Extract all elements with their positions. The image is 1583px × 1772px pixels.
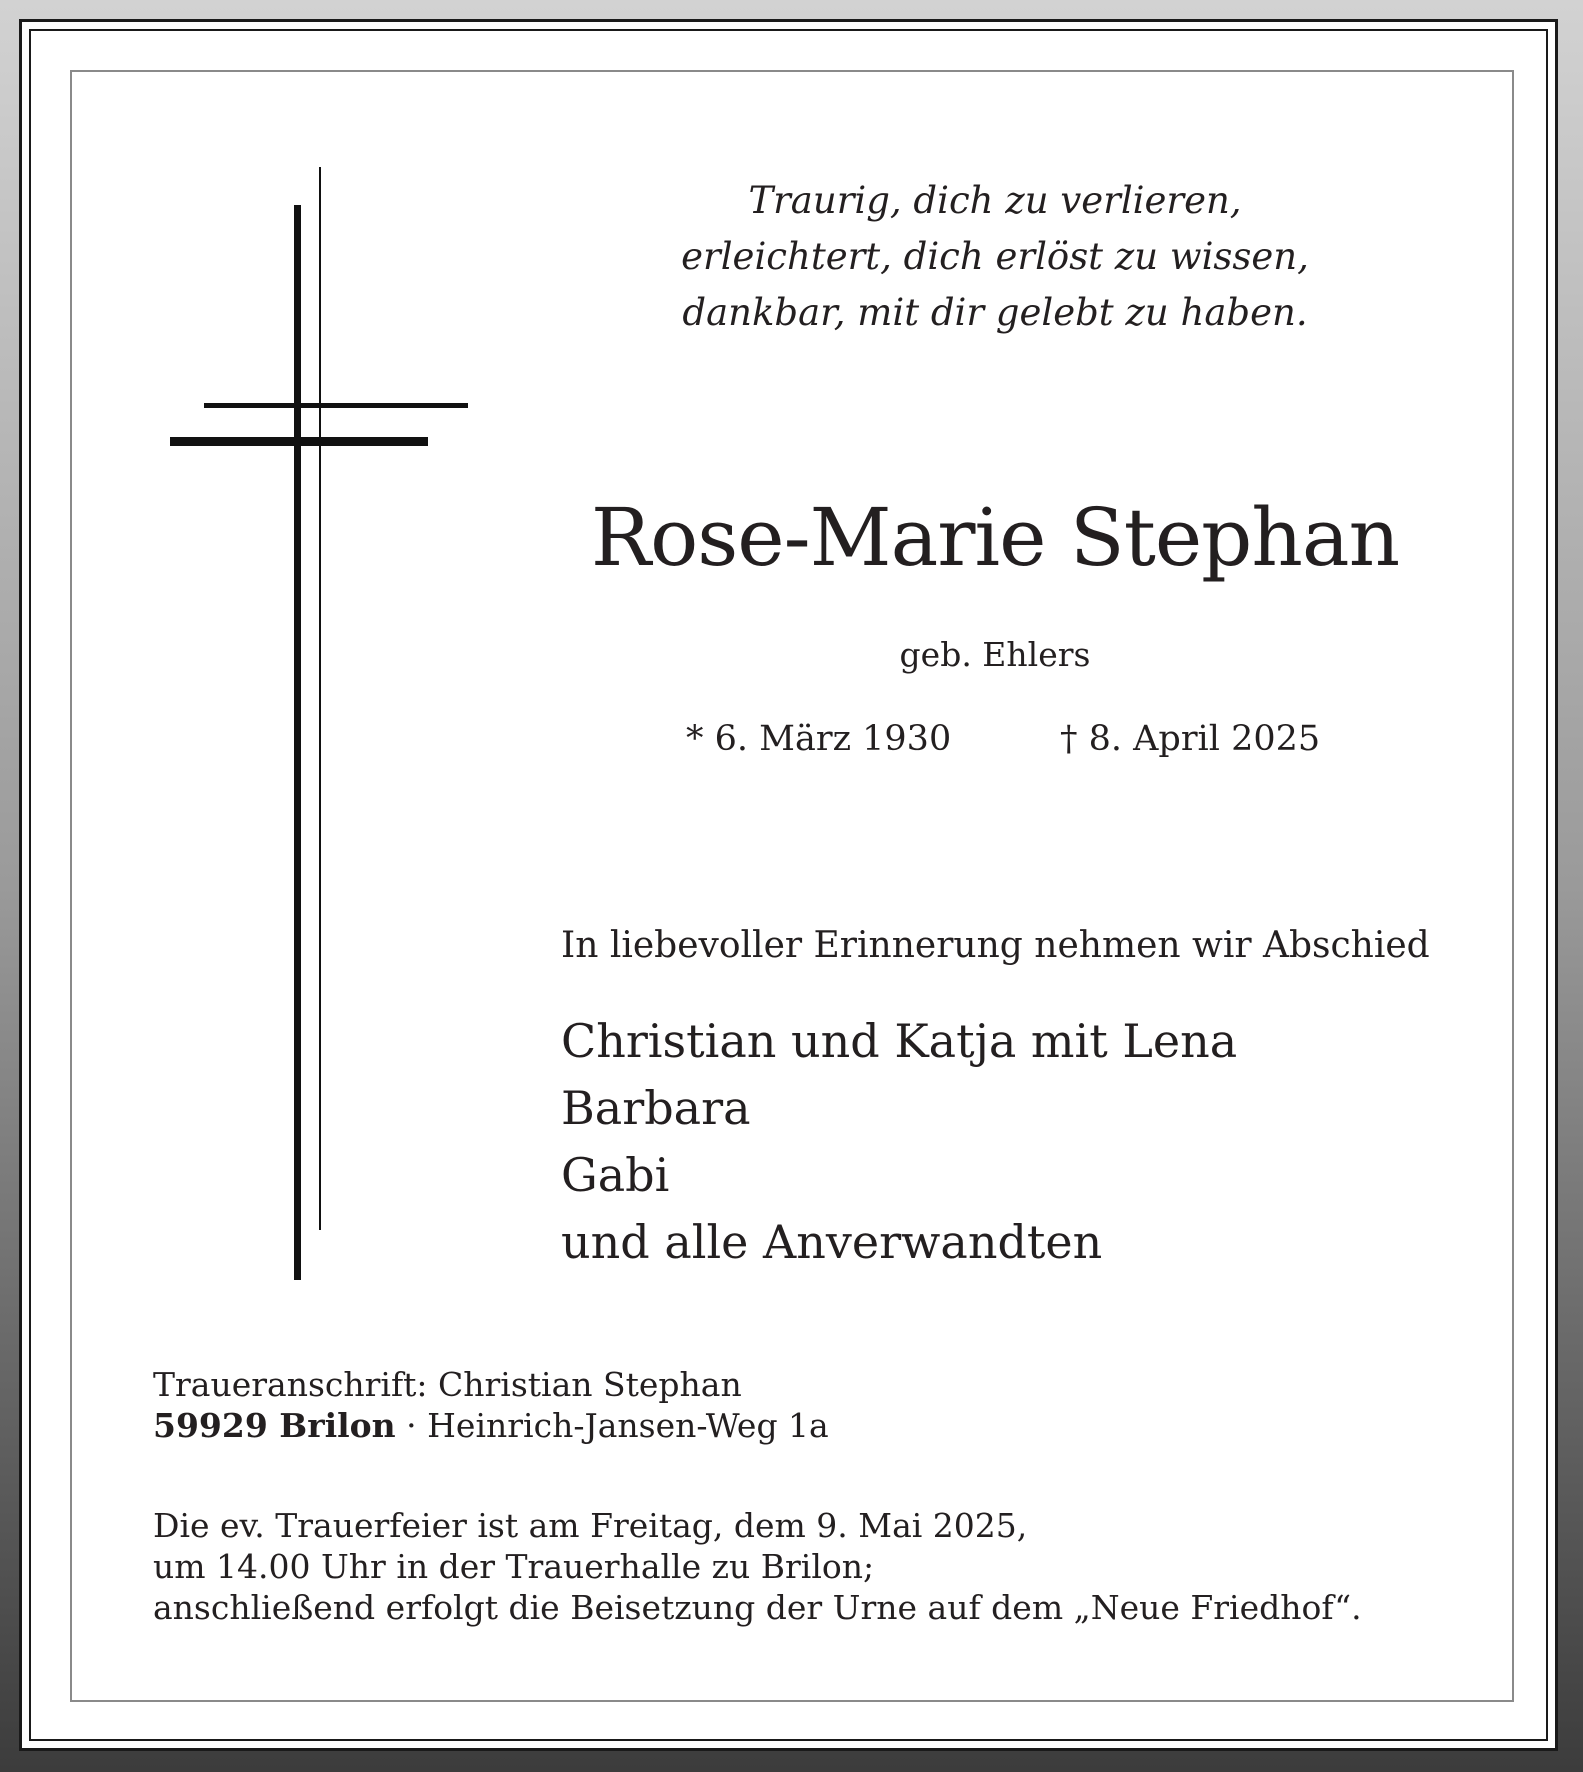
address-street: Heinrich-Jansen-Weg 1a	[427, 1406, 829, 1445]
address-line	[153, 1405, 829, 1446]
address-city: 59929 Brilon	[153, 1406, 396, 1445]
memorial-verse	[600, 173, 1390, 341]
birth-date: * 6. März 1930	[686, 719, 952, 759]
mourner-line: und alle Anverwandten	[561, 1215, 1103, 1269]
ceremony-line-1: Die ev. Trauerfeier ist am Freitag, dem 9. Mai 2025,	[153, 1506, 1028, 1545]
maiden-name: geb. Ehlers	[899, 635, 1091, 674]
farewell-line: In liebevoller Erinnerung nehmen wir Abschied	[561, 925, 1430, 966]
ceremony-line-3: anschließend erfolgt die Beisetzung der Urne auf dem „Neue Friedhof“.	[153, 1588, 1362, 1627]
ceremony-line-2: um 14.00 Uhr in der Trauerhalle zu Brilon;	[153, 1547, 875, 1586]
mourner-line: Christian und Katja mit Lena	[561, 1014, 1238, 1068]
mourners-list	[561, 1008, 1237, 1276]
verse-line-2: erleichtert, dich erlöst zu wissen,	[681, 235, 1309, 278]
mourner-line: Gabi	[561, 1148, 670, 1202]
mourner-line: Barbara	[561, 1081, 751, 1135]
death-date: † 8. April 2025	[1060, 719, 1321, 759]
address-label: Traueranschrift: Christian Stephan	[153, 1365, 742, 1404]
verse-line-3: dankbar, mit dir gelebt zu haben.	[682, 291, 1308, 334]
address-separator: ·	[395, 1406, 428, 1445]
funeral-ceremony-info	[153, 1505, 1362, 1628]
condolence-address	[153, 1364, 829, 1446]
deceased-name: Rose-Marie Stephan	[590, 491, 1400, 584]
verse-line-1: Traurig, dich zu verlieren,	[748, 179, 1242, 222]
